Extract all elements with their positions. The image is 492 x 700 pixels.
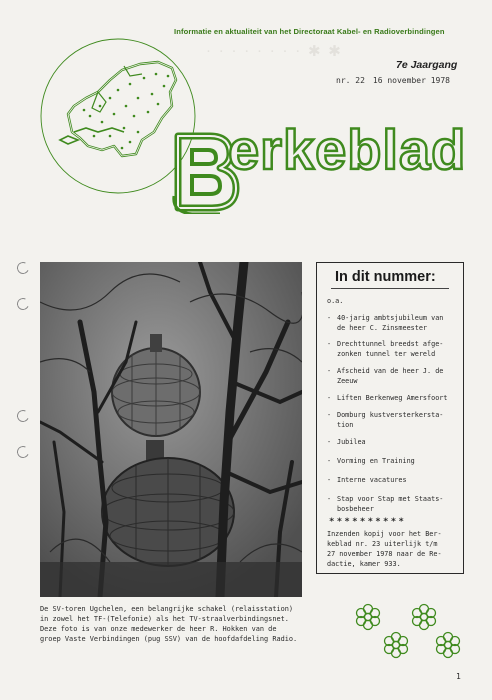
caption-line: groep Vaste Verbindingen (pug SSV) van de hoofdafdeling Radio. (40, 635, 298, 643)
item-line: Jubilea (337, 438, 366, 446)
contents-title: In dit nummer: (335, 269, 436, 285)
photo-caption (40, 604, 330, 644)
contents-item: - Stap voor Stap met Staats- bosbeheer (327, 494, 459, 514)
item-line: Stap voor Stap met Staats- (337, 495, 444, 503)
issue-date: 16 november 1978 (372, 76, 450, 85)
item-line: Zeeuw (337, 377, 358, 385)
contents-item: - Drechttunnel breedst afge- zonken tunnel ter wereld (327, 339, 459, 359)
issue-info (336, 76, 450, 85)
caption-line: Deze foto is van onze medewerker de heer R. Hokken van de (40, 625, 277, 633)
item-line: Liften Berkenweg Amersfoort (337, 394, 448, 402)
caption-line: in zowel het TF-(Telefonie) als het TV-straalverbindingsnet. (40, 615, 289, 623)
contents-box (316, 262, 464, 574)
star-divider: ********** (329, 517, 407, 527)
item-line: tion (337, 421, 354, 429)
item-line: Afscheid van de heer J. de (337, 367, 444, 375)
notice-line: Inzenden kopij voor het Ber- (327, 530, 442, 538)
issue-number: nr. 22 (336, 76, 365, 85)
notice-line: dactie, kamer 933. (327, 560, 401, 568)
contents-item: - Afscheid van de heer J. de Zeeuw (327, 366, 459, 386)
item-line: zonken tunnel ter wereld (337, 350, 436, 358)
item-line: Interne vacatures (337, 476, 407, 484)
item-line: Domburg kustversterkersta- (337, 411, 444, 419)
caption-line: De SV-toren Ugchelen, een belangrijke schakel (relaisstation) (40, 605, 294, 613)
contents-item: - Domburg kustversterkersta- tion (327, 410, 459, 430)
contents-item: - Jubilea (327, 437, 459, 447)
contents-intro: o.a. (327, 297, 344, 305)
notice-line: keblad nr. 23 uiterlijk t/m (327, 540, 438, 548)
contents-item: - Interne vacatures (327, 475, 459, 485)
page-number: 1 (456, 672, 461, 681)
submission-notice (327, 529, 442, 569)
contents-item: - 40-jarig ambtsjubileum van de heer C. Zinsmeester (327, 313, 459, 333)
decorative-flowers (352, 601, 464, 663)
punch-hole (15, 296, 30, 311)
masthead-tagline: Informatie en aktualiteit van het Directoraat Kabel- en Radioverbindingen (174, 27, 445, 36)
item-line: Vorming en Training (337, 457, 415, 465)
punch-hole (15, 260, 30, 275)
punch-hole (15, 408, 30, 423)
punch-hole (15, 444, 30, 459)
berkeblad-wordmark: erkeblad (228, 118, 467, 181)
item-line: de heer C. Zinsmeester (337, 324, 428, 332)
contents-item: - Liften Berkenweg Amersfoort (327, 393, 459, 403)
title-underline (331, 288, 449, 289)
item-line: bosbeheer (337, 505, 374, 513)
item-line: 40-jarig ambtsjubileum van (337, 314, 444, 322)
show-through-text: · · · · · · · · ✱ ✱ (206, 44, 343, 60)
notice-line: 27 november 1978 naar de Re- (327, 550, 442, 558)
item-line: Drechttunnel breedst afge- (337, 340, 444, 348)
contents-item: - Vorming en Training (327, 456, 459, 466)
volume-label: 7e Jaargang (396, 59, 458, 71)
tower-photo (40, 262, 302, 597)
